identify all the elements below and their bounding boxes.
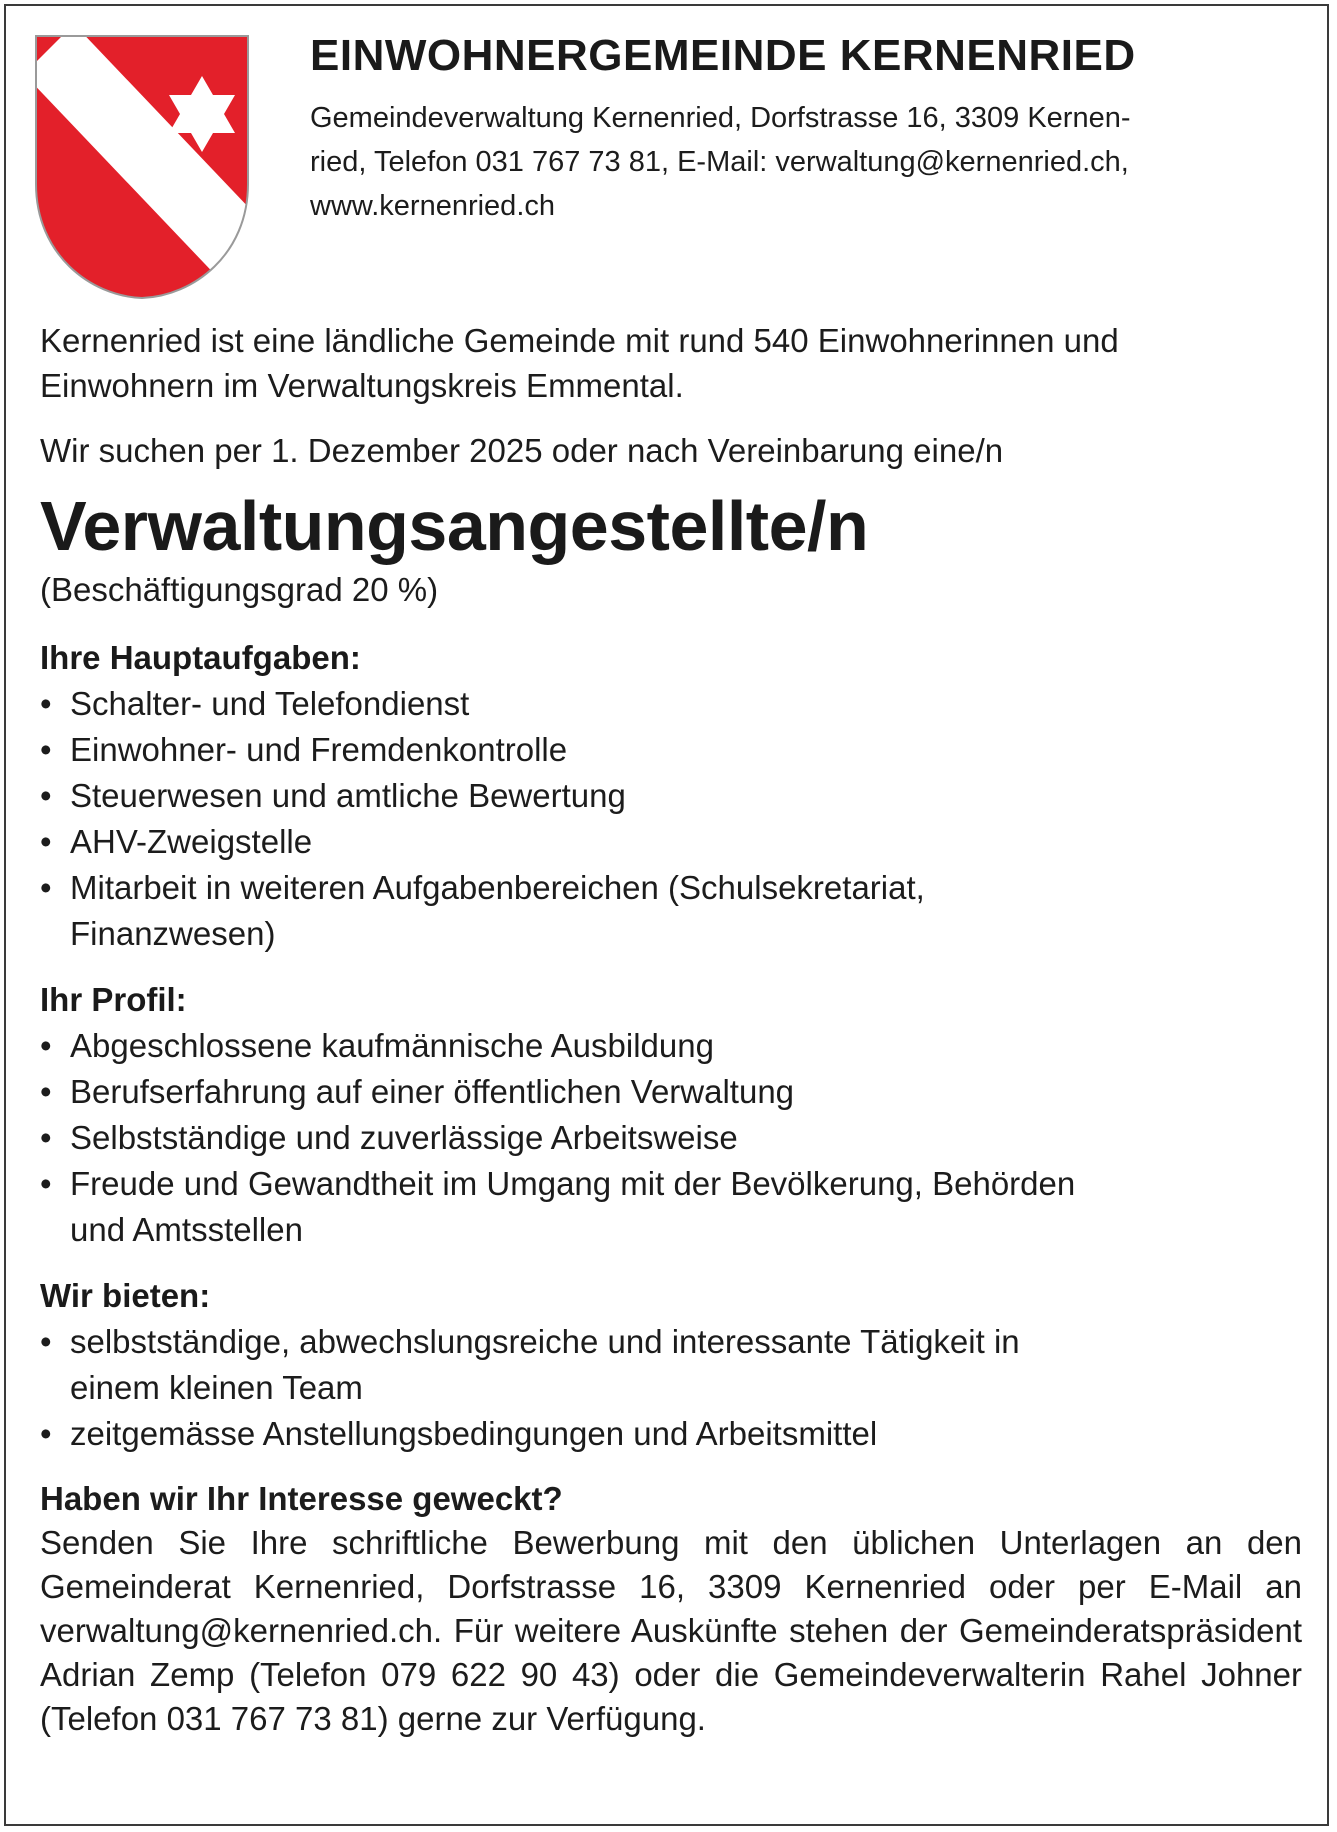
contact-info [310, 96, 1300, 228]
list-item: • Abgeschlossene kaufmännische Ausbildung [40, 1023, 1302, 1069]
tasks-heading: Ihre Hauptaufgaben: [40, 639, 361, 676]
list-item: • Einwohner- und Fremdenkontrolle [40, 727, 1302, 773]
bullet-icon: • [40, 823, 52, 860]
bullet-icon: • [40, 1119, 52, 1156]
profile-heading: Ihr Profil: [40, 981, 187, 1018]
list-item: • Freude und Gewandtheit im Umgang mit der Bevölkerung, Behörden und Amtsstellen [40, 1161, 1080, 1253]
employment-level: (Beschäftigungsgrad 20 %) [40, 571, 439, 608]
bullet-icon: • [40, 1165, 52, 1202]
intro-text: Kernenried ist eine ländliche Gemeinde mit rund 540 Einwohnerinnen und Einwohnern im Verwaltungskreis Emmental. [40, 322, 1119, 404]
list-item: • Mitarbeit in weiteren Aufgabenbereichen (Schulsekretariat, Finanzwesen) [40, 865, 1030, 957]
list-item: • Schalter- und Telefondienst [40, 681, 1302, 727]
list-item: • Steuerwesen und amtliche Bewertung [40, 773, 1302, 819]
profile-list [40, 1023, 1302, 1253]
bullet-icon: • [40, 1027, 52, 1064]
bullet-icon: • [40, 685, 52, 722]
bullet-icon: • [40, 1323, 52, 1360]
bullet-icon: • [40, 869, 52, 906]
website-link[interactable]: www.kernenried.ch [310, 190, 555, 222]
bullet-icon: • [40, 1415, 52, 1452]
coat-of-arms-icon [34, 34, 250, 300]
tasks-list [40, 681, 1302, 957]
list-item: • Berufserfahrung auf einer öffentlichen Verwaltung [40, 1069, 1302, 1115]
search-text: Wir suchen per 1. Dezember 2025 oder nach Vereinbarung eine/n [40, 432, 1004, 469]
contact-line: ried, Telefon 031 767 73 81, E-Mail: verwaltung@kernenried.ch, [310, 146, 1129, 178]
closing-heading: Haben wir Ihr Interesse geweckt? [40, 1480, 563, 1517]
list-item: • zeitgemässe Anstellungsbedingungen und Arbeitsmittel [40, 1411, 1302, 1457]
list-item: • AHV-Zweigstelle [40, 819, 1302, 865]
header [310, 30, 1300, 228]
list-item: • selbstständige, abwechslungsreiche und interessante Tätigkeit in einem kleinen Team [40, 1319, 1110, 1411]
closing-text: Senden Sie Ihre schriftliche Bewerbung mit den üblichen Unterlagen an den Gemeinderat Kernenried, Dorfstrasse 16, 3309 Kernenried oder per E-Mail an verwaltung@kernenried.ch. Für weitere Auskünfte stehen der Gemeinderatspräsident Adrian Zemp (Telefon 079 622 90 43) oder die Gemeindeverwalterin Rahel Johner (Telefon 031 767 73 81) gerne zur Verfügung. [40, 1524, 1302, 1737]
offer-heading: Wir bieten: [40, 1277, 211, 1314]
bullet-icon: • [40, 777, 52, 814]
list-item: • Selbstständige und zuverlässige Arbeitsweise [40, 1115, 1302, 1161]
organization-title: EINWOHNERGEMEINDE KERNENRIED [310, 31, 1136, 80]
offer-list [40, 1319, 1302, 1457]
job-title: Verwaltungsangestellte/n [40, 487, 869, 565]
bullet-icon: • [40, 1073, 52, 1110]
bullet-icon: • [40, 731, 52, 768]
contact-line: Gemeindeverwaltung Kernenried, Dorfstrasse 16, 3309 Kernen- [310, 102, 1131, 134]
main-content [40, 318, 1302, 1741]
